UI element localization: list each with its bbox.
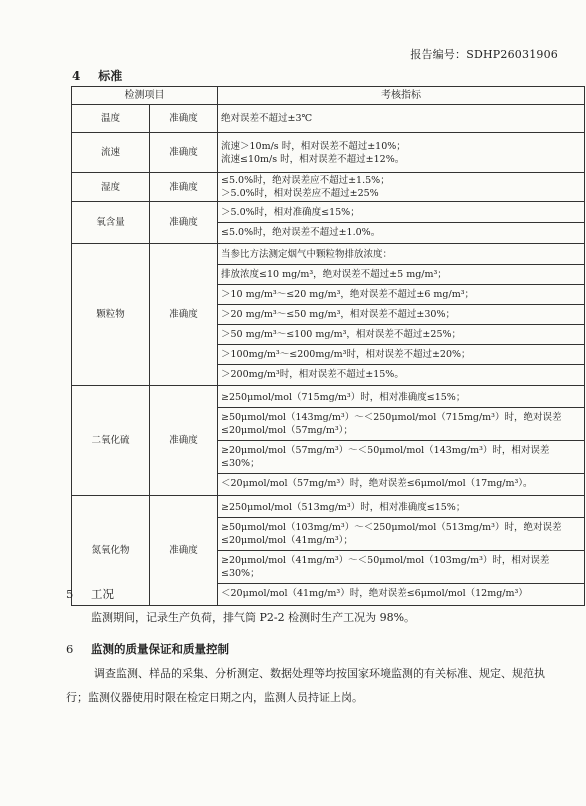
header-indicator: 考核指标 xyxy=(218,87,585,105)
indicator-line: ≥250μmol/mol（715mg/m³）时，相对准确度≤15%； xyxy=(218,388,584,408)
row-item: 温度 xyxy=(72,105,150,133)
indicator-line: ＞100mg/m³～≤200mg/m³时，相对误差不超过±20%； xyxy=(218,345,584,365)
table-row xyxy=(72,133,585,173)
row-type: 准确度 xyxy=(150,386,218,496)
indicator-line: ＜20μmol/mol（57mg/m³）时，绝对误差≤6μmol/mol（17mg/m³）。 xyxy=(221,478,533,489)
row-item: 湿度 xyxy=(72,173,150,202)
row-item: 二氧化硫 xyxy=(72,386,150,496)
section-6-title: 监测的质量保证和质量控制 xyxy=(91,642,229,656)
row-indicator xyxy=(218,386,585,496)
table-row xyxy=(72,105,585,133)
indicator-line: ＞200mg/m³时，相对误差不超过±15%。 xyxy=(221,369,404,380)
row-type: 准确度 xyxy=(150,244,218,386)
section-5-body: 监测期间，记录生产负荷，排气筒 P2-2 检测时生产工况为 98%。 xyxy=(91,611,416,624)
row-type: 准确度 xyxy=(150,496,218,606)
report-number: 报告编号：SDHP26031906 xyxy=(410,48,558,61)
indicator-line: ≤5.0%时，绝对误差应不超过±1.5%； xyxy=(221,175,390,186)
row-indicator xyxy=(218,173,585,202)
indicator-line: ＞20 mg/m³～≤50 mg/m³，相对误差不超过±30%； xyxy=(218,305,584,325)
row-indicator xyxy=(218,202,585,244)
section-5-number: 5 xyxy=(66,587,74,601)
table-row xyxy=(72,244,585,386)
row-type: 准确度 xyxy=(150,105,218,133)
indicator-line: ≥250μmol/mol（513mg/m³）时，相对准确度≤15%； xyxy=(218,498,584,518)
table-row xyxy=(72,202,585,244)
table-row xyxy=(72,173,585,202)
indicator-line: ≥50μmol/mol（143mg/m³）～＜250μmol/mol（715mg/m³）时，绝对误差≤20μmol/mol（57mg/m³）； xyxy=(218,408,584,441)
row-indicator xyxy=(218,105,585,133)
section-6-heading xyxy=(66,641,229,657)
indicator-line: 当参比方法测定烟气中颗粒物排放浓度： xyxy=(218,245,584,265)
indicator-line: 流速＞10m/s 时，相对误差不超过±10%； xyxy=(221,140,406,152)
row-type: 准确度 xyxy=(150,202,218,244)
indicator-line: ≤5.0%时，绝对误差不超过±1.0%。 xyxy=(221,227,381,238)
row-item: 流速 xyxy=(72,133,150,173)
row-indicator xyxy=(218,244,585,386)
row-indicator xyxy=(218,133,585,173)
row-type: 准确度 xyxy=(150,173,218,202)
indicator-line: ＞10 mg/m³～≤20 mg/m³，绝对误差不超过±6 mg/m³； xyxy=(218,285,584,305)
section-4-title: 标准 xyxy=(98,69,123,83)
section-5-heading xyxy=(66,586,114,602)
row-item: 颗粒物 xyxy=(72,244,150,386)
row-indicator xyxy=(218,496,585,606)
indicator-line: ≥20μmol/mol（57mg/m³）～＜50μmol/mol（143mg/m³）时，相对误差≤30%； xyxy=(218,441,584,474)
indicator-line: ＜20μmol/mol（41mg/m³）时，绝对误差≤6μmol/mol（12mg/m³） xyxy=(221,588,528,599)
table-row xyxy=(72,386,585,496)
section-6-number: 6 xyxy=(66,642,74,656)
section-6-body: 调查监测、样品的采集、分析测定、数据处理等均按国家环境监测的有关标准、规定、规范执行；监测仪器使用时限在检定日期之内，监测人员持证上岗。 xyxy=(66,667,545,704)
table-row xyxy=(72,496,585,606)
indicator-line: ＞5.0%时，相对误差应不超过±25% xyxy=(221,188,379,199)
standards-table xyxy=(71,86,585,606)
section-4-number: 4 xyxy=(72,69,81,83)
indicator-line: ＞5.0%时，相对准确度≤15%； xyxy=(218,203,584,223)
section-4-heading xyxy=(72,67,122,84)
indicator-line: ＞50 mg/m³～≤100 mg/m³，相对误差不超过±25%； xyxy=(218,325,584,345)
indicator-line: 流速≤10m/s 时，相对误差不超过±12%。 xyxy=(221,153,405,165)
row-type: 准确度 xyxy=(150,133,218,173)
table-header-row xyxy=(72,87,585,105)
indicator-line: 绝对误差不超过±3℃ xyxy=(221,113,313,124)
indicator-line: ≥50μmol/mol（103mg/m³）～＜250μmol/mol（513mg/m³）时，绝对误差≤20μmol/mol（41mg/m³）； xyxy=(218,518,584,551)
section-5-title: 工况 xyxy=(91,587,114,601)
indicator-line: ≥20μmol/mol（41mg/m³）～＜50μmol/mol（103mg/m³）时，相对误差≤30%； xyxy=(218,551,584,584)
indicator-line: 排放浓度≤10 mg/m³，绝对误差不超过±5 mg/m³； xyxy=(218,265,584,285)
row-item: 氧含量 xyxy=(72,202,150,244)
header-test-item: 检测项目 xyxy=(72,87,218,105)
row-item: 氮氧化物 xyxy=(72,496,150,606)
